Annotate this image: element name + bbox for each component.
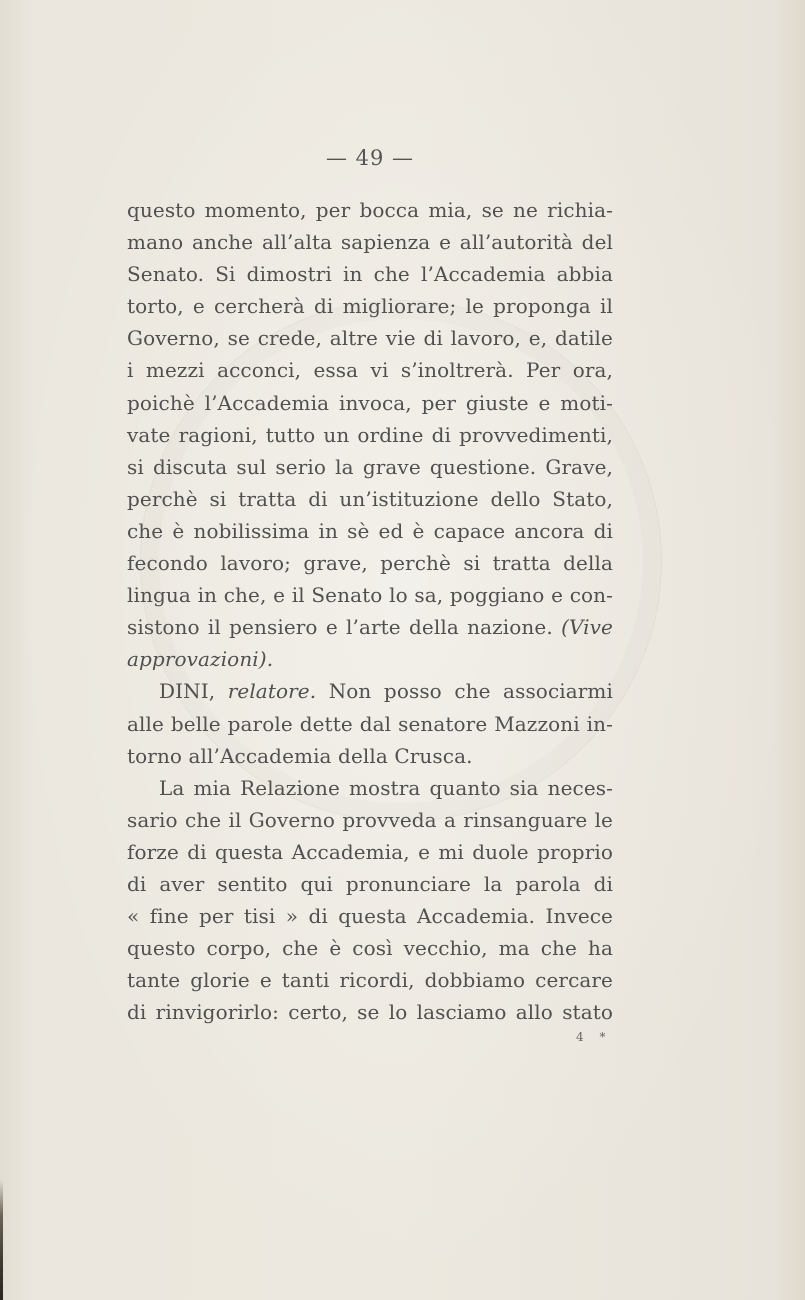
text-line-main: alle belle parole dette dal senatore Mazzoni in- bbox=[127, 711, 613, 736]
text-line bbox=[127, 387, 613, 419]
text-line-main: torno all’Accademia della Crusca. bbox=[127, 743, 473, 768]
text-line-main: vate ragioni, tutto un ordine di provvedimenti, bbox=[127, 422, 613, 447]
text-line-main: fecondo lavoro; grave, perchè si tratta della bbox=[127, 551, 613, 576]
text-line bbox=[127, 740, 613, 772]
text-line-main: sario che il Governo provveda a rinsanguare le bbox=[127, 807, 613, 832]
text-line-main: di rinvigorirlo: certo, se lo lasciamo allo stato bbox=[127, 1000, 613, 1025]
text-line-main: DINI, bbox=[159, 679, 216, 704]
text-line bbox=[127, 194, 613, 226]
text-line-main: lingua in che, e il Senato lo sa, poggiano e con- bbox=[127, 583, 613, 608]
text-line-main: che è nobilissima in sè ed è capace ancora di bbox=[127, 518, 613, 543]
text-line bbox=[127, 611, 613, 643]
text-line bbox=[127, 836, 613, 868]
text-line bbox=[127, 547, 613, 579]
text-line-main: tante glorie e tanti ricordi, dobbiamo cercare bbox=[127, 968, 613, 993]
text-line-main: mano anche all’alta sapienza e all’autorità del bbox=[127, 230, 613, 255]
text-line-main: forze di questa Accademia, e mi duole proprio bbox=[127, 839, 613, 864]
page-edge-shadow bbox=[0, 1180, 3, 1300]
text-line bbox=[127, 932, 613, 964]
text-line-main: « fine per tisi » di questa Accademia. Invece bbox=[127, 904, 613, 929]
text-line-main: i mezzi acconci, essa vi s’inoltrerà. Per ora, bbox=[127, 358, 613, 383]
speaker-role: relatore. bbox=[227, 679, 317, 704]
text-line bbox=[127, 579, 613, 611]
text-line-tail: Non posso che associarmi bbox=[328, 679, 613, 704]
text-line bbox=[127, 451, 613, 483]
text-line bbox=[127, 515, 613, 547]
text-line bbox=[127, 258, 613, 290]
text-line bbox=[127, 226, 613, 258]
text-line bbox=[127, 643, 613, 675]
text-line bbox=[127, 804, 613, 836]
text-line-main: La mia Relazione mostra quanto sia neces- bbox=[159, 775, 613, 800]
text-line bbox=[127, 483, 613, 515]
text-line-main: poichè l’Accademia invoca, per giuste e moti- bbox=[127, 390, 613, 415]
text-line-main: torto, e cercherà di migliorare; le proponga il bbox=[127, 294, 613, 319]
text-line-main: questo momento, per bocca mia, se ne richia- bbox=[127, 198, 613, 222]
text-line bbox=[127, 996, 613, 1028]
text-line bbox=[127, 322, 613, 354]
signature-mark: 4 * bbox=[576, 1030, 612, 1044]
text-line bbox=[127, 900, 613, 932]
text-line bbox=[127, 772, 613, 804]
text-line bbox=[127, 708, 613, 740]
text-line bbox=[127, 868, 613, 900]
text-line-main: Senato. Si dimostri in che l’Accademia abbia bbox=[127, 262, 613, 287]
text-line bbox=[127, 675, 613, 707]
text-line-main: Governo, se crede, altre vie di lavoro, e, datile bbox=[127, 326, 613, 351]
text-line-main: sistono il pensiero e l’arte della nazione. bbox=[127, 615, 553, 640]
text-line bbox=[127, 964, 613, 996]
text-line-main: approvazioni). bbox=[127, 647, 274, 672]
text-line bbox=[127, 354, 613, 386]
text-line-main: di aver sentito qui pronunciare la parola di bbox=[127, 871, 613, 896]
text-line-main: perchè si tratta di un’istituzione dello Stato, bbox=[127, 486, 613, 511]
text-line-main: si discuta sul serio la grave questione. Grave, bbox=[127, 454, 613, 479]
text-line bbox=[127, 290, 613, 322]
text-line bbox=[127, 419, 613, 451]
text-line-main: questo corpo, che è così vecchio, ma che ha bbox=[127, 936, 613, 961]
stage-direction: (Vive bbox=[561, 615, 613, 640]
page-number: — 49 — bbox=[325, 146, 415, 170]
body-text bbox=[127, 194, 613, 1028]
